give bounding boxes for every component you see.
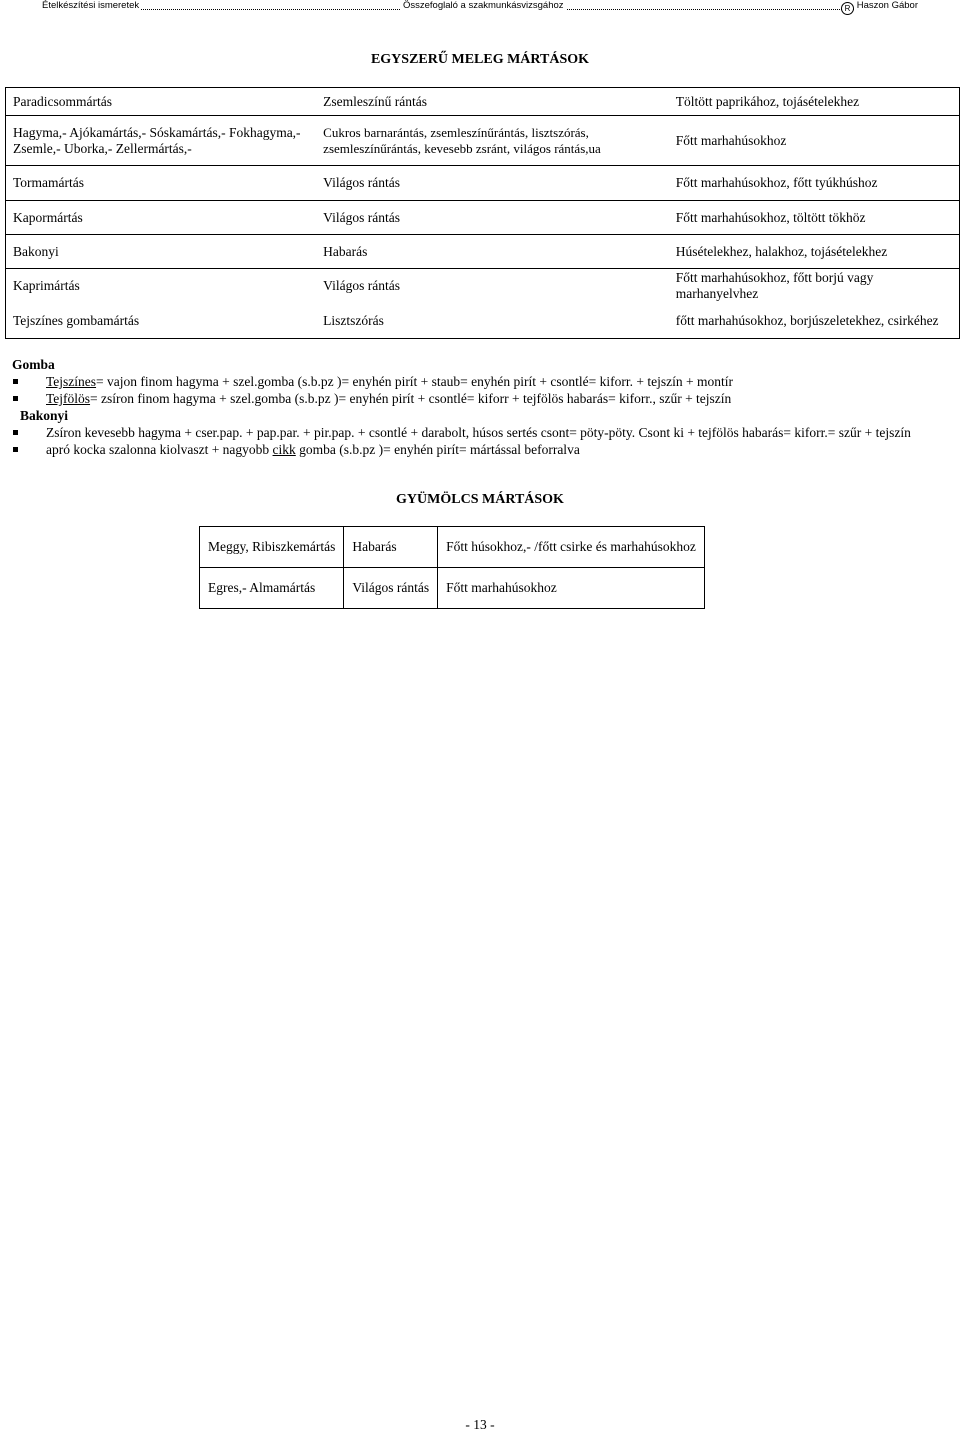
table-row: [6, 116, 960, 166]
sauce-serve: Főtt marhahúsokhoz: [669, 116, 960, 166]
sauce-name: Egres,- Almamártás: [200, 568, 344, 609]
section-title: EGYSZERŰ MELEG MÁRTÁSOK: [370, 52, 590, 67]
sauce-base: Világos rántás: [316, 201, 669, 235]
list-item: Zsíron kevesebb hagyma + cser.pap. + pap.par. + pir.pap. + csontlé + darabolt, húsos sertés csont= pöty-pöty. Csont ki + tejfölös habarás= kiforr.= szűr + tejszín: [12, 424, 952, 441]
header-right: Haszon Gábor: [856, 0, 918, 11]
page-number: - 13 -: [465, 1417, 495, 1432]
sauce-name: Bakonyi: [6, 235, 317, 269]
table-row: [6, 269, 960, 304]
sauce-name: Kaprimártás: [6, 269, 317, 304]
fruit-section-title: GYÜMÖLCS MÁRTÁSOK: [396, 492, 564, 507]
sauce-serve: Főtt marhahúsokhoz, töltött tökhöz: [669, 201, 960, 235]
sauce-name: Meggy, Ribiszkemártás: [200, 527, 344, 568]
recipe-text: apró kocka szalonna kiolvaszt + nagyobb: [46, 442, 273, 457]
sauce-serve: Főtt húsokhoz,- /főtt csirke és marhahúsokhoz: [438, 527, 705, 568]
term: Tejszínes: [46, 374, 97, 389]
bakonyi-heading: Bakonyi: [20, 408, 69, 423]
term: Tejfölös: [46, 391, 91, 406]
list-item: [12, 441, 952, 458]
sauce-name: Kapormártás: [6, 201, 317, 235]
table-row: [200, 527, 705, 568]
sauce-serve: Töltött paprikához, tojásételekhez: [669, 88, 960, 116]
sauce-base: Habarás: [344, 527, 438, 568]
table-row: [6, 88, 960, 116]
sauce-name: Hagyma,- Ajókamártás,- Sóskamártás,- Fokhagyma,- Zsemle,- Uborka,- Zellermártás,-: [6, 116, 317, 166]
sauce-table: [5, 87, 960, 339]
notes-section: [12, 356, 952, 458]
registered-icon: R: [841, 2, 854, 15]
sauce-serve: Főtt marhahúsokhoz, főtt borjú vagy marhanyelvhez: [669, 269, 960, 304]
sauce-name: Tejszínes gombamártás: [6, 304, 317, 339]
list-item: [12, 390, 952, 407]
sauce-base: Lisztszórás: [316, 304, 669, 339]
page-header: [42, 0, 918, 14]
fruit-sauce-table: [199, 526, 705, 609]
table-row: [6, 166, 960, 201]
sauce-serve: főtt marhahúsokhoz, borjúszeletekhez, csirkéhez: [669, 304, 960, 339]
header-left: Ételkészítési ismeretek: [42, 0, 140, 11]
recipe-term: cikk: [272, 442, 296, 457]
table-row: [6, 304, 960, 339]
recipe-text: = vajon finom hagyma + szel.gomba (s.b.pz )= enyhén pirít + staub= enyhén pirít + csontlé= kiforr. + tejszín + montír: [96, 374, 733, 389]
sauce-base: Világos rántás: [344, 568, 438, 609]
sauce-serve: Húsételekhez, halakhoz, tojásételekhez: [669, 235, 960, 269]
sauce-serve: Főtt marhahúsokhoz, főtt tyúkhúshoz: [669, 166, 960, 201]
sauce-base: Világos rántás: [323, 278, 400, 294]
gomba-heading: Gomba: [12, 357, 55, 372]
table-row: [6, 201, 960, 235]
sauce-name: Paradicsommártás: [6, 88, 317, 116]
list-item: [12, 373, 952, 390]
sauce-base: Zsemleszínű rántás: [316, 88, 669, 116]
sauce-base: Habarás: [316, 235, 669, 269]
table-row: [200, 568, 705, 609]
header-middle: Összefoglaló a szakmunkásvizsgához: [403, 0, 564, 11]
table-row: [6, 235, 960, 269]
sauce-base: Világos rántás: [316, 166, 669, 201]
sauce-name: Tormamártás: [6, 166, 317, 201]
sauce-base: Cukros barnarántás, zsemleszínűrántás, lisztszórás, zsemleszínűrántás, kevesebb zsránt, világos rántás,ua: [316, 116, 669, 166]
sauce-serve: Főtt marhahúsokhoz: [438, 568, 705, 609]
recipe-text: gomba (s.b.pz )= enyhén pirít= mártással beforralva: [295, 442, 580, 457]
recipe-text: = zsíron finom hagyma + szel.gomba (s.b.pz )= enyhén pirít + csontlé= kiforr + tejfölös habarás= kiforr., szűr + tejszín: [90, 391, 732, 406]
